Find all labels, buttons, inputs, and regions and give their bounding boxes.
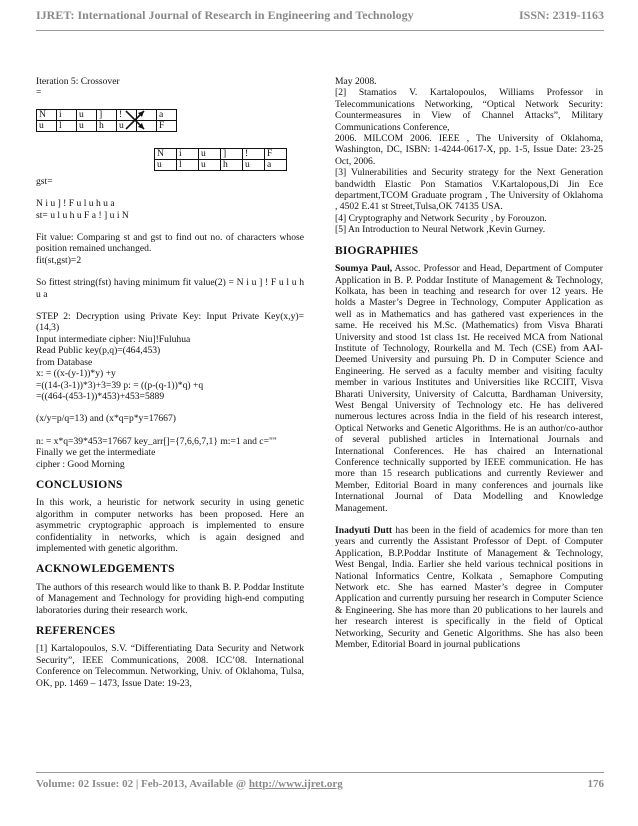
iteration-eq: = [36, 87, 42, 99]
reference-1: [1] Kartalopoulos, S.V. “Differentiating Data Security and Network Security”, IEEE Communications, 2008. ICC’08. International Conference on Telecommun. Networking, Univ. of Oklahoma, Tulsa, OK, pp. 1469 – 1473, Issue Date: 19-23, [36, 643, 304, 689]
table-cell: a [157, 109, 177, 120]
table-cell: l [177, 159, 199, 170]
references-heading: REFERENCES [36, 625, 116, 637]
fit-eq: fit(st,gst)=2 [36, 254, 82, 266]
table-cell: F [265, 148, 287, 159]
footer-rule [36, 772, 604, 773]
equation-2: =((14-(3-1))*3)+3=39 p: = ((p-(q-1))*q) +q [36, 379, 204, 391]
crossover-table-2-wrap [154, 148, 304, 171]
fittest-text: So fittest string(fst) having minimum fit value(2) = N i u ] ! F u l u h u a [36, 277, 304, 300]
iteration-title: Iteration 5: Crossover [36, 76, 120, 87]
input-cipher: Input intermediate cipher: Niu]!Fuluhua [36, 333, 191, 345]
reference-4: [4] Cryptography and Network Security , by Forouzon. [335, 212, 547, 224]
table-cell: ] [221, 148, 243, 159]
string-st: st= u l u h u F a ! ] u i N [36, 209, 129, 221]
crossover-table-1-wrap [36, 109, 304, 132]
table-cell: h [97, 120, 117, 131]
table-cell: N [37, 109, 57, 120]
from-database: from Database [36, 356, 93, 368]
table-cell: ! [117, 109, 137, 120]
table-cell: u [77, 109, 97, 120]
table-cell: u [37, 120, 57, 131]
n-key-line: n: = x*q=39*453=17667 key_arr[]={7,6,6,7,1} m:=1 and c="" [36, 435, 277, 447]
crossover-arrows-icon [122, 109, 162, 133]
table-row [155, 159, 287, 170]
bio-1-name: Soumya Paul, [335, 263, 393, 275]
biography-2 [335, 525, 603, 650]
cipher-result: cipher : Good Morning [36, 458, 125, 470]
table-cell: i [57, 109, 77, 120]
page-header [36, 8, 604, 23]
biographies-heading: BIOGRAPHIES [335, 244, 419, 257]
reference-2b: 2006. MILCOM 2006. IEEE , The University of Oklahoma, Washington, DC, ISBN: 1-4244-0617-X, pp. 1-5, Issue Date: 23-25 Oct, 2006. [335, 133, 603, 167]
fit-text: Fit value: Comparing st and gst to find out no. of characters whose position remained unchanged. [36, 232, 304, 255]
reference-3: [3] Vulnerabilities and Security strategy for the Next Generation bandwidth Elastic Pon Stamatios V.Kartalopous,Di Jin Ece department,TCOM Graduate program , The University of Oklahoma , 4502 E.41 st Street,Tulsa,OK 74135 USA. [335, 167, 603, 213]
equation-3: =((464-(453-1))*453)+453=5889 [36, 390, 165, 402]
bio-2-name: Inadyuti Dutt [335, 525, 393, 537]
issn: ISSN: 2319-1163 [518, 8, 604, 22]
journal-link[interactable]: http://www.ijret.org [248, 778, 343, 790]
table-row [155, 148, 287, 159]
reference-5: [5] An Introduction to Neural Network ,Kevin Gurney. [335, 224, 546, 236]
table-cell: N [155, 148, 177, 159]
finally-text: Finally we get the intermediate [36, 447, 156, 459]
xy-relation: (x/y=p/q=13) and (x*q=p*y=17667) [36, 413, 176, 425]
table-cell: u [155, 159, 177, 170]
table-cell: i [177, 148, 199, 159]
string-niu: N i u ] ! F u l u h u a [36, 198, 115, 210]
table-cell: ! [243, 148, 265, 159]
table-cell: h [221, 159, 243, 170]
reference-2: [2] Stamatios V. Kartalopoulos, Williams Professor in Telecommunications Networking, “Optical Network Security: Countermeasures in View of Channel Attacks”, Military Communications Conference, [335, 87, 603, 133]
equation-1: x: = ((x-(y-1))*y) +y [36, 368, 116, 380]
biography-1 [335, 263, 603, 514]
table-cell: F [157, 120, 177, 131]
page-footer [36, 778, 604, 790]
acknowledgements-heading: ACKNOWLEDGEMENTS [36, 563, 175, 576]
acknowledgements-text: The authors of this research would like to thank B. P. Poddar Institute of Management and Technology for providing high-end computing laboratories during their research work. [36, 581, 304, 616]
gst-label: gst= [36, 175, 53, 187]
table-cell: a [265, 159, 287, 170]
table-cell: u [199, 159, 221, 170]
bio-1-text: Assoc. Professor and Head, Department of Computer Application in B. P. Poddar Institute of Management & Technology, Kolkata, has been in teaching and research for over 12 years. He holds a Master’s Degree in Technology, Computer Application as well as in Mathematics and has gathered vast experiences in the same. He received his M.Sc. (Mathematics) from Visva Bharati University and stood 1st class 1st. He received MCA from National Institute of Technology, Rourkella and M. Tech (CSE) from AAI-Deemed University and pursuing Ph. D in Computer Science and Engineering. He served as a faculty member and visiting faculty member in various Institutes and Universities like RCCIIT, Visva Bharati University, University of Calcutta, Bardhaman University, West Bengal University of Technology etc. He has delivered numerous lectures across India in the field of his research interest, Optical Networks and Genetic Algorithms. He is an author/co-author of several published articles in International Journals and International Conferences. He has chaired an International Conference technically supported by IEEE communication. He has more than 15 research publications and currently Reviewer and Member, Editorial Board in many conferences and journals like International Journal of Data Modelling and Knowledge Management. [335, 263, 603, 514]
left-column [36, 76, 304, 689]
table-cell: l [57, 120, 77, 131]
conclusions-text: In this work, a heuristic for network security in using genetic algorithm in computer networks has been proposed. Here an asymmetric cryptographic approach is implemented to ensure confidentiality in networks, which is again designed and implemented with genetic algorithm. [36, 497, 304, 554]
journal-title: IJRET: International Journal of Research in Engineering and Technology [36, 8, 414, 22]
table-cell: u [199, 148, 221, 159]
footer-volume [36, 778, 343, 790]
page-number: 176 [587, 778, 604, 790]
table-cell: u [117, 120, 137, 131]
crossover-table-2 [154, 148, 287, 171]
conclusions-heading: CONCLUSIONS [36, 478, 123, 491]
bio-2-text: has been in the field of academics for more than ten years and currently the Assistant Professor of Dept. of Computer Application, B.P.Poddar Institute of Management & Technology, West Bengal, India. Earlier she held various technical positions in National Informatics Centre, Kolkata , Semaphore Computing Network etc. She has earned Master’s degree in Computer Application and currently pursuing her research in Computer Science & Engineering. She has more than 20 publications to her laurels and her research interest is specifically in the field of Optical Networking, Security and Genetic Algorithms. She has also been Member, Editorial Board in journal publications [335, 525, 604, 651]
right-column [335, 76, 603, 651]
read-public-key: Read Public key(p,q)=(464,453) [36, 345, 161, 357]
table-cell: u [77, 120, 97, 131]
reference-1-cont: May 2008. [335, 76, 377, 87]
table-cell: ] [97, 109, 117, 120]
footer-volume-text: Volume: 02 Issue: 02 | Feb-2013, Available @ [36, 778, 249, 790]
table-cell: u [243, 159, 265, 170]
header-rule [36, 30, 604, 31]
step2-text: STEP 2: Decryption using Private Key: Input Private Key(x,y)=(14,3) [36, 311, 304, 334]
